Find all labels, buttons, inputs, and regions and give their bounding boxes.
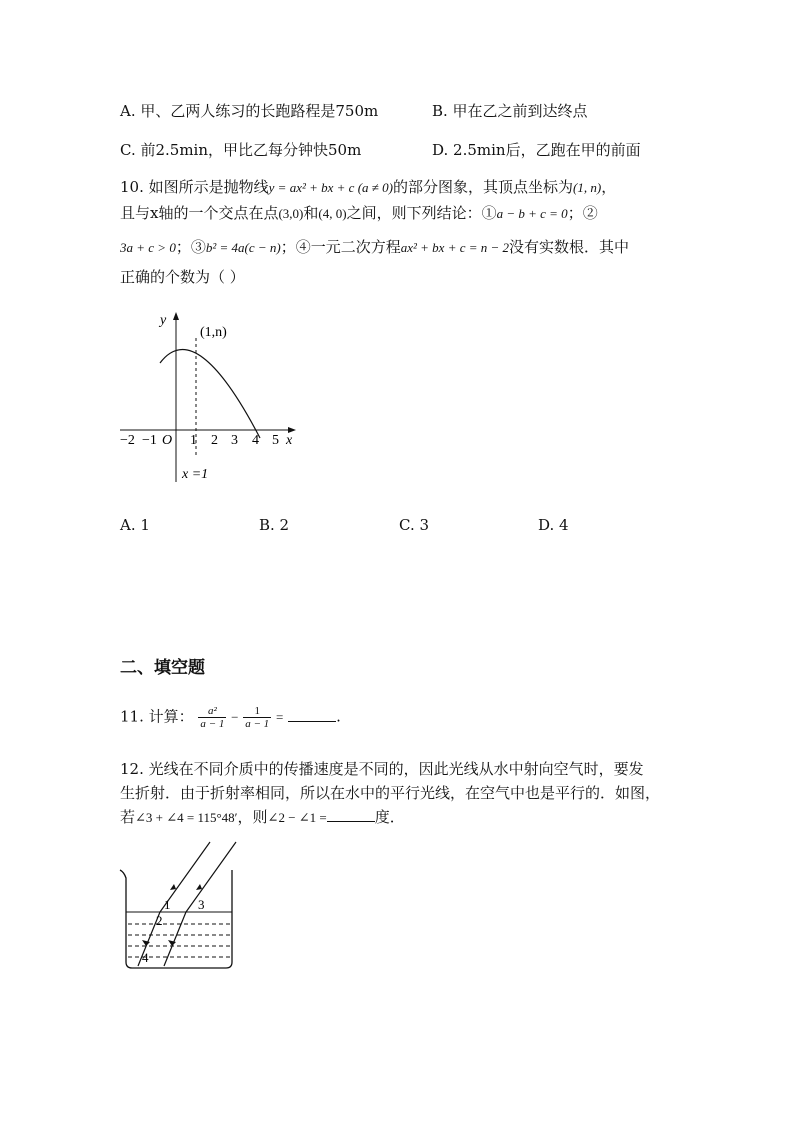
ray-arrow-icon [196,884,202,890]
q10-option-a: A. 1 [120,516,150,534]
q10-comma: ， [601,178,617,196]
angle-label-3: 3 [198,897,205,912]
light-ray-air [186,842,236,912]
q12-line2: 生折射．由于折射率相同，所以在水中的平行光线，在空气中也是平行的．如图， [120,784,661,802]
q10-option-b: B. 2 [259,516,290,534]
q11-frac2-denominator: a − 1 [245,718,270,730]
tick-label: 5 [272,433,279,448]
q11-fraction-1 [198,705,226,730]
q12-line3 [120,806,405,827]
tick-label: −1 [142,433,157,448]
q10-line2 [120,202,598,223]
q10-text-vertex: 的部分图象，其顶点坐标为 [393,178,574,196]
q12-line1: 12. 光线在不同介质中的传播速度是不同的，因此光线从水中射向空气时，要发 [120,760,644,778]
q10-line1 [120,176,616,197]
y-axis-label: y [160,313,167,328]
q10-option-d: D. 4 [538,516,569,534]
q10-equation: ax² + bx + c = n − 2 [400,240,510,255]
tick-label: 3 [231,433,238,448]
q10-conclusion1: a − b + c = 0 [496,206,568,221]
q11-equals: = [275,709,284,725]
q11-frac1-numerator: a² [198,705,226,718]
tick-label: 4 [252,433,259,448]
ray-arrow-icon [170,884,176,890]
section-title: 二、填空题 [120,658,205,678]
q10-option-c: C. 3 [399,516,430,534]
q9-option-c: C. 前2.5min，甲比乙每分钟快50m [120,141,362,159]
q9-option-a: A. 甲、乙两人练习的长跑路程是750m [120,102,379,120]
y-axis-arrow-icon [173,312,179,320]
q10-and: 和 [303,204,319,222]
q10-parabola-graph [110,308,310,488]
q10-vertex: (1, n) [573,180,602,195]
q12-refraction-figure [112,838,244,972]
q10-line4: 正确的个数为（ ） [120,268,245,286]
q10-point1: (3,0) [278,206,304,221]
vertex-label: (1,n) [200,325,227,340]
light-ray-underwater [164,912,186,966]
q10-line2-a: 且与x轴的一个交点在点 [120,204,279,222]
symmetry-line-label: x =1 [182,467,209,482]
q12-line3-a: 若 [120,808,136,826]
parabola-curve [160,350,260,438]
q12-angle-diff: ∠2 − ∠1 = [267,810,327,825]
origin-label: O [162,433,173,448]
q12-line3-b: ，则 [237,808,268,826]
q10-intro: 如图所示是抛物线 [148,178,269,196]
tick-label: −2 [120,433,135,448]
beaker-outline [120,870,232,968]
q11-minus: − [231,709,239,725]
q10-number: 10. [120,178,144,196]
q11-end: . [336,707,341,726]
q10-c2-sep: ；③ [175,238,206,256]
q9-option-b: B. 甲在乙之前到达终点 [432,102,588,120]
q11-frac1-denominator: a − 1 [200,718,225,730]
q12-line3-c: 度． [374,808,405,826]
tick-label: 2 [211,433,218,448]
q10-line2-b: 之间，则下列结论：① [346,204,497,222]
q10-line3 [120,236,629,257]
q9-option-d: D. 2.5min后，乙跑在甲的前面 [432,141,641,159]
q10-point2: (4, 0) [318,206,347,221]
q10-conclusion3: b² = 4a(c − n) [205,240,281,255]
q11-text: 11. 计算： [120,707,194,726]
q10-conclusion2: 3a + c > 0 [120,240,176,255]
q10-line3-end: 没有实数根．其中 [509,238,630,256]
q10-parabola-formula: y = ax² + bx + c (a ≠ 0) [268,180,393,195]
angle-label-4: 4 [142,950,149,965]
q10-c1-sep: ；② [567,204,598,222]
q11-line [120,705,341,730]
q12-answer-blank[interactable] [327,807,375,822]
q12-angle-sum: ∠3 + ∠4 = 115°48′ [135,810,238,825]
q11-frac2-numerator: 1 [243,705,271,718]
q11-fraction-2 [243,705,271,730]
x-axis-label: x [286,433,293,448]
angle-label-1: 1 [164,897,171,912]
angle-label-2: 2 [156,913,163,928]
q11-answer-blank[interactable] [288,707,336,722]
q10-c3-sep: ；④一元二次方程 [280,238,401,256]
tick-label: 1 [190,433,197,448]
